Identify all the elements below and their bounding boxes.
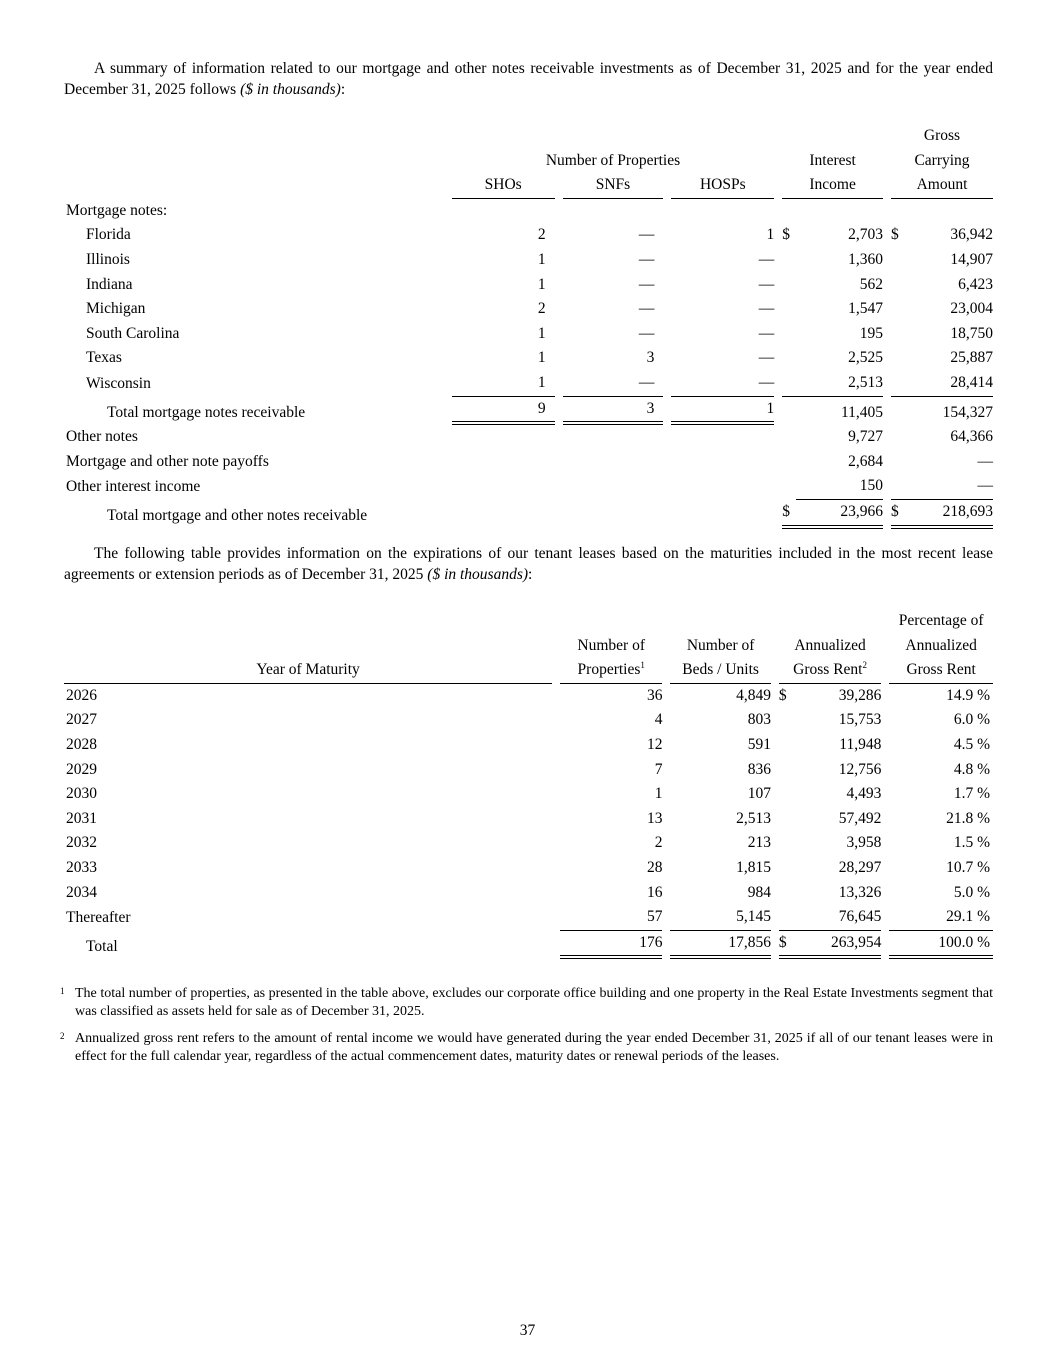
intro-text: The following table provides information on the expirations of our tenant leases based on the maturities included in the most recent lease agreements or extension periods as of December 31, 2025 [64, 545, 993, 583]
dollar-sign [782, 346, 796, 371]
maturity-year: 2031 [66, 809, 97, 827]
table-row [64, 733, 993, 758]
snf-count: 3 [646, 349, 655, 367]
dollar-sign [891, 273, 905, 298]
intro-paragraph-mortgage [64, 58, 993, 100]
col-header-shos: SHOs [452, 173, 555, 199]
table-row [64, 273, 993, 298]
dollar-sign [782, 248, 796, 273]
interest-income: 2,513 [796, 371, 883, 397]
state-name: Michigan [86, 300, 146, 318]
dollar-sign [779, 782, 793, 807]
annualized-rent: 12,756 [838, 760, 882, 778]
dollar-sign [782, 322, 796, 347]
rent-percentage: 5.0 % [953, 883, 990, 901]
interest-income: 2,703 [848, 226, 884, 244]
mortgage-notes-table [64, 124, 993, 529]
col-header-props-1: Number of [577, 636, 645, 654]
header-row-1 [64, 609, 993, 634]
annualized-rent: 39,286 [838, 686, 882, 704]
property-count: 7 [654, 760, 663, 778]
dollar-sign [782, 371, 796, 397]
col-header-pct-3: Gross Rent [889, 658, 993, 684]
payoffs-interest: 2,684 [848, 452, 884, 470]
footnote-mark: 1 [60, 986, 65, 996]
payoffs-row [64, 450, 993, 475]
gross-amount: 28,414 [905, 371, 993, 397]
table-row [64, 322, 993, 347]
snf-count: — [638, 275, 655, 293]
header-row-2 [64, 149, 993, 174]
hosp-count: — [758, 324, 775, 342]
state-name: Texas [86, 349, 122, 367]
total-mortgage-interest: 11,405 [840, 403, 884, 421]
col-header-props-2 [560, 658, 662, 684]
dollar-sign [782, 273, 796, 298]
other-notes-row [64, 425, 993, 450]
dollar-sign: $ [782, 226, 790, 244]
col-header-gross-2: Carrying [914, 151, 970, 169]
footnote-mark: 2 [60, 1031, 65, 1041]
dollar-sign [779, 856, 793, 881]
section-row [64, 199, 993, 224]
intro-text: A summary of information related to our mortgage and other notes receivable investments as of December 31, 2025 and for the year ended December 31, 2025 follows [64, 60, 993, 98]
dollar-sign [891, 322, 905, 347]
annualized-rent: 15,753 [838, 711, 882, 729]
state-name: South Carolina [86, 324, 180, 342]
hosp-count: — [671, 371, 774, 397]
dollar-sign [779, 831, 793, 856]
interest-income: 2,525 [848, 349, 884, 367]
snf-count: — [638, 324, 655, 342]
lease-total-row [64, 931, 993, 960]
rent-percentage: 1.7 % [953, 785, 990, 803]
col-header-gross-3: Amount [891, 173, 993, 199]
rent-percentage: 6.0 % [953, 711, 990, 729]
property-count: 16 [646, 883, 663, 901]
sho-count: 1 [537, 275, 546, 293]
interest-income: 1,360 [848, 250, 884, 268]
snf-count: — [638, 226, 655, 244]
property-count: 57 [560, 905, 662, 931]
maturity-year: 2030 [66, 785, 97, 803]
section-label-mortgage-notes: Mortgage notes: [66, 201, 168, 219]
interest-income: 195 [859, 324, 884, 342]
annualized-rent: 4,493 [846, 785, 882, 803]
sho-count: 1 [537, 349, 546, 367]
property-count: 4 [654, 711, 663, 729]
total-property-count: 176 [560, 931, 662, 960]
table-row [64, 708, 993, 733]
col-header-year: Year of Maturity [64, 658, 552, 684]
dollar-sign [891, 371, 905, 397]
annualized-rent: 57,492 [838, 809, 882, 827]
maturity-year: 2026 [66, 686, 97, 704]
rent-percentage: 4.5 % [953, 735, 990, 753]
header-row-3 [64, 658, 993, 684]
col-header-hosps: HOSPs [671, 173, 774, 199]
page-number: 37 [519, 1322, 536, 1339]
rent-percentage: 1.5 % [953, 834, 990, 852]
header-row-2 [64, 634, 993, 659]
dollar-sign [779, 708, 793, 733]
gross-amount: 23,004 [950, 300, 993, 318]
annualized-rent: 13,326 [838, 883, 882, 901]
snf-count: — [638, 300, 655, 318]
rent-percentage: 4.8 % [953, 760, 990, 778]
dollar-sign [891, 248, 905, 273]
gross-amount: 36,942 [950, 226, 993, 244]
table-row [64, 881, 993, 906]
beds-units: 213 [747, 834, 771, 852]
col-header-snfs: SNFs [563, 173, 664, 199]
gross-amount: 14,907 [950, 250, 993, 268]
total-annualized-rent: 263,954 [793, 931, 882, 960]
state-name: Florida [86, 226, 131, 244]
state-name: Indiana [86, 275, 133, 293]
table-row [64, 807, 993, 832]
other-interest-interest: 150 [796, 474, 883, 500]
col-header-interest-1: Interest [809, 151, 856, 169]
sho-count: 1 [537, 250, 546, 268]
sho-count: 2 [537, 300, 546, 318]
header-row-3 [64, 173, 993, 199]
property-count: 36 [646, 686, 663, 704]
col-header-beds-1: Number of [686, 636, 755, 654]
payoffs-label: Mortgage and other note payoffs [66, 452, 269, 470]
maturity-year: 2029 [66, 760, 97, 778]
gross-amount: 18,750 [950, 324, 993, 342]
beds-units: 836 [747, 760, 771, 778]
intro-colon: : [528, 566, 533, 583]
beds-units: 2,513 [736, 809, 771, 827]
dollar-sign: $ [891, 500, 905, 529]
grand-total-row [64, 500, 993, 529]
lease-expirations-table [64, 609, 993, 959]
footnote-ref-2: 2 [862, 660, 867, 671]
lease-total-label: Total [86, 937, 118, 955]
other-notes-label: Other notes [66, 428, 138, 446]
hosp-count: — [758, 275, 775, 293]
interest-income: 1,547 [848, 300, 884, 318]
footnote-1 [60, 985, 993, 1021]
grand-total-label: Total mortgage and other notes receivable [107, 506, 368, 524]
dollar-sign [779, 881, 793, 906]
maturity-year: 2033 [66, 858, 97, 876]
dollar-sign: $ [779, 931, 793, 960]
total-mortgage-gross: 154,327 [942, 403, 993, 421]
col-header-interest-2: Income [782, 173, 883, 199]
dollar-sign: $ [778, 686, 787, 704]
rent-percentage: 29.1 % [889, 905, 993, 931]
total-mortgage-row [64, 397, 993, 426]
intro-paragraph-leases [64, 543, 993, 585]
rent-percentage: 10.7 % [946, 858, 990, 876]
maturity-year: Thereafter [66, 909, 131, 927]
props-header-text: Properties [577, 661, 641, 679]
total-snf-count: 3 [563, 397, 664, 426]
annualized-rent: 76,645 [793, 905, 882, 931]
group-header-number-of-properties: Number of Properties [545, 151, 681, 169]
hosp-count: — [758, 250, 775, 268]
table-row [64, 684, 993, 709]
other-interest-gross: — [905, 474, 993, 500]
maturity-year: 2028 [66, 735, 97, 753]
hosp-count: 1 [766, 226, 775, 244]
intro-italic-units: ($ in thousands) [427, 566, 529, 583]
beds-units: 984 [747, 883, 771, 901]
property-count: 12 [646, 735, 663, 753]
footnote-text: The total number of properties, as presented in the table above, excludes our corporate office building and one property in the Real Estate Investments segment that was classified as assets held for sale as of December 31, 2025. [75, 986, 993, 1019]
maturity-year: 2032 [66, 834, 97, 852]
state-name: Illinois [86, 250, 130, 268]
payoffs-gross: — [977, 452, 993, 470]
intro-colon: : [340, 81, 346, 98]
other-interest-label: Other interest income [66, 478, 201, 496]
dollar-sign [782, 297, 796, 322]
header-row-1 [64, 124, 993, 149]
beds-units: 5,145 [670, 905, 771, 931]
rent-header-text: Gross Rent [793, 661, 863, 679]
total-sho-count: 9 [452, 397, 555, 426]
maturity-year: 2034 [66, 883, 97, 901]
beds-units: 107 [747, 785, 771, 803]
other-notes-interest: 9,727 [848, 428, 884, 446]
dollar-sign [779, 733, 793, 758]
rent-percentage: 21.8 % [946, 809, 990, 827]
table-row [64, 223, 993, 248]
col-header-beds-2: Beds / Units [670, 658, 771, 684]
gross-amount: 25,887 [950, 349, 993, 367]
grand-total-gross: 218,693 [905, 500, 993, 529]
annualized-rent: 11,948 [839, 735, 882, 753]
col-header-pct-1: Percentage of [898, 612, 984, 629]
intro-italic-units: ($ in thousands) [240, 81, 341, 98]
dollar-sign [779, 807, 793, 832]
total-rent-percentage: 100.0 % [889, 931, 993, 960]
other-interest-row [64, 474, 993, 500]
table-row [64, 248, 993, 273]
footnote-2 [60, 1030, 993, 1066]
col-header-rent-2 [779, 658, 882, 684]
sho-count: 2 [537, 226, 546, 244]
other-notes-gross: 64,366 [950, 428, 993, 446]
beds-units: 4,849 [736, 686, 771, 704]
table-row [64, 758, 993, 783]
table-row [64, 782, 993, 807]
total-hosp-count: 1 [671, 397, 774, 426]
hosp-count: — [758, 300, 775, 318]
col-header-gross-1: Gross [923, 127, 961, 144]
col-header-pct-2: Annualized [905, 636, 977, 654]
rent-percentage: 14.9 % [946, 686, 990, 704]
dollar-sign [891, 297, 905, 322]
table-row [64, 831, 993, 856]
property-count: 13 [646, 809, 663, 827]
annualized-rent: 3,958 [846, 834, 882, 852]
grand-total-interest: 23,966 [796, 500, 883, 529]
table-row [64, 346, 993, 371]
interest-income: 562 [859, 275, 884, 293]
dollar-sign: $ [891, 226, 899, 244]
property-count: 2 [654, 834, 663, 852]
footnote-text: Annualized gross rent refers to the amount of rental income we would have generated during the year ended December 31, 2025 if all of our tenant leases were in effect for the full calendar year, regardless of the actual commencement dates, maturity dates or renewal periods of the leases. [75, 1031, 993, 1064]
table-row [64, 905, 993, 931]
gross-amount: 6,423 [958, 275, 993, 293]
hosp-count: — [758, 349, 775, 367]
dollar-sign [779, 905, 793, 931]
state-name: Wisconsin [86, 374, 151, 392]
table-row [64, 371, 993, 397]
total-beds-units: 17,856 [670, 931, 771, 960]
sho-count: 1 [452, 371, 555, 397]
col-header-rent-1: Annualized [794, 636, 866, 654]
total-mortgage-label: Total mortgage notes receivable [107, 403, 306, 421]
dollar-sign [891, 346, 905, 371]
maturity-year: 2027 [66, 711, 97, 729]
table-row [64, 297, 993, 322]
beds-units: 803 [747, 711, 771, 729]
table-row [64, 856, 993, 881]
snf-count: — [563, 371, 664, 397]
dollar-sign: $ [782, 500, 796, 529]
footnote-ref-1: 1 [640, 660, 645, 671]
property-count: 28 [646, 858, 663, 876]
property-count: 1 [654, 785, 663, 803]
sho-count: 1 [537, 324, 546, 342]
beds-units: 591 [747, 735, 771, 753]
dollar-sign [779, 758, 793, 783]
beds-units: 1,815 [736, 858, 771, 876]
snf-count: — [638, 250, 655, 268]
annualized-rent: 28,297 [838, 858, 882, 876]
